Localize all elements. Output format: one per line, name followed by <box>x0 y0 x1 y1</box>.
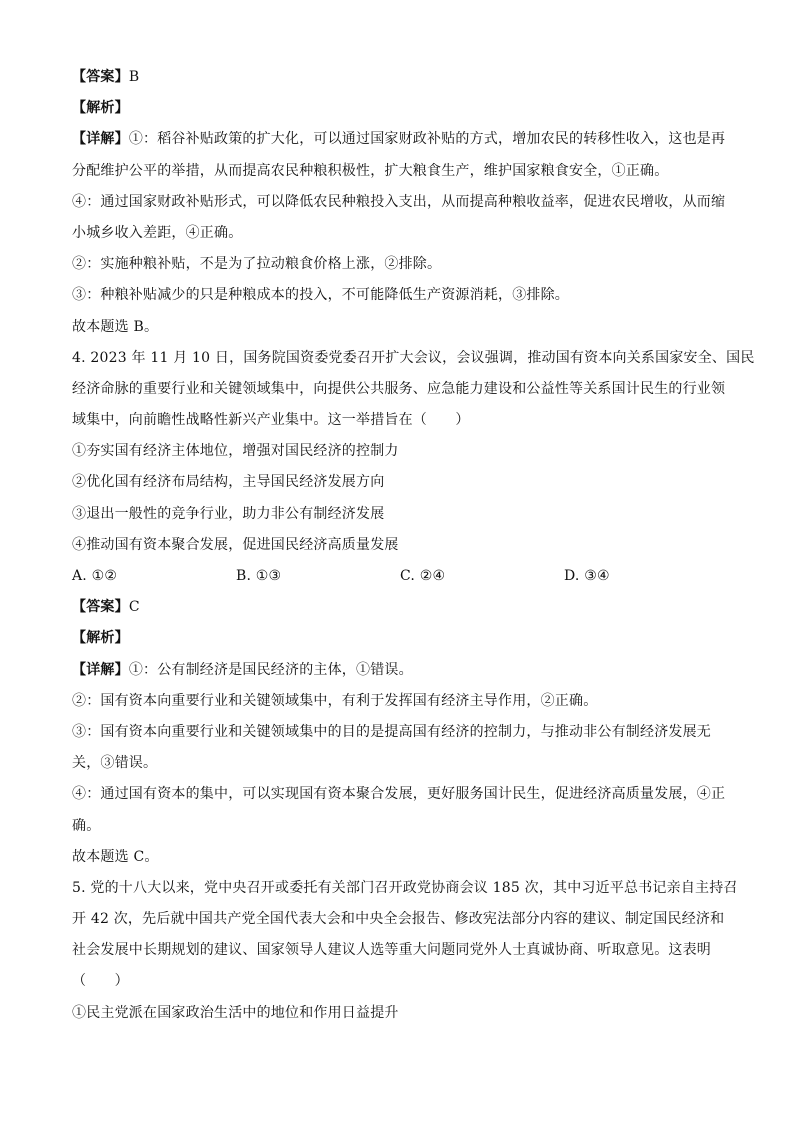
line-text: 关，③错误。 <box>72 755 158 772</box>
line-text: 确。 <box>72 817 101 834</box>
section-tag: 【详解】 <box>72 661 129 678</box>
text-line <box>72 436 732 467</box>
line-text: 开 42 次，先后就中国共产党全国代表大会和中央全会报告、修改宪法部分内容的建议、制定国民经济和 <box>72 911 725 928</box>
tagged-line <box>72 62 732 93</box>
text-line <box>72 966 732 997</box>
text-line <box>72 779 732 810</box>
text-line <box>72 873 738 904</box>
text-line <box>72 499 732 530</box>
text-line <box>72 717 732 748</box>
line-text: 4. 2023 年 11 月 10 日，国务院国资委党委召开扩大会议，会议强调，推动国有资本向关系国家安全、国民 <box>72 349 755 366</box>
text-line <box>72 312 732 343</box>
text-line <box>72 811 732 842</box>
line-text: C <box>128 599 140 616</box>
line-text: 故本题选 C。 <box>72 848 159 865</box>
line-text: ①民主党派在国家政治生活中的地位和作用日益提升 <box>72 1004 399 1021</box>
text-line <box>72 904 732 935</box>
line-text: 经济命脉的重要行业和关键领域集中，向提供公共服务、应急能力建设和公益性等关系国计民生的行业领 <box>72 380 726 397</box>
line-text: 社会发展中长期规划的建议、国家领导人建议人选等重大问题同党外人士真诚协商、听取意见。这表明 <box>72 942 711 959</box>
line-text: ②：实施种粮补贴，不是为了拉动粮食价格上涨，②排除。 <box>72 256 442 273</box>
tagged-line <box>72 93 732 124</box>
line-text: 小城乡收入差距，④正确。 <box>72 224 243 241</box>
line-text: ④推动国有资本聚合发展，促进国民经济高质量发展 <box>72 536 399 553</box>
text-line <box>72 156 732 187</box>
answer-option: C. ②④ <box>400 568 446 584</box>
line-text: 故本题选 B。 <box>72 318 159 335</box>
tagged-line <box>72 655 732 686</box>
section-tag: 【解析】 <box>72 100 129 117</box>
line-text: ③退出一般性的竞争行业，助力非公有制经济发展 <box>72 505 385 522</box>
text-line <box>72 218 732 249</box>
line-text: ③：国有资本向重要行业和关键领域集中的目的是提高国有经济的控制力，与推动非公有制经济发展无 <box>72 723 711 740</box>
answer-option: A. ①② <box>72 568 118 584</box>
text-line <box>72 405 732 436</box>
line-text: ④：通过国家财政补贴形式，可以降低农民种粮投入支出，从而提高种粮收益率，促进农民增收，从而缩 <box>72 193 726 210</box>
text-line <box>72 998 732 1029</box>
line-text: 域集中，向前瞻性战略性新兴产业集中。这一举措旨在（ ） <box>72 412 470 429</box>
text-line <box>72 842 732 873</box>
text-line <box>72 187 732 218</box>
line-text: ②：国有资本向重要行业和关键领域集中，有利于发挥国有经济主导作用，②正确。 <box>72 692 598 709</box>
line-text: ①：公有制经济是国民经济的主体，①错误。 <box>128 661 413 678</box>
section-tag: 【详解】 <box>72 131 129 148</box>
line-text: ②优化国有经济布局结构，主导国民经济发展方向 <box>72 474 385 491</box>
line-text: ③：种粮补贴减少的只是种粮成本的投入，不可能降低生产资源消耗，③排除。 <box>72 287 569 304</box>
text-line <box>72 748 732 779</box>
tagged-line <box>72 592 732 623</box>
line-text: ①：稻谷补贴政策的扩大化，可以通过国家财政补贴的方式，增加农民的转移性收入，这也是再 <box>128 131 726 148</box>
tagged-line <box>72 623 732 654</box>
text-line <box>72 530 732 561</box>
text-line <box>72 374 732 405</box>
text-line <box>72 935 732 966</box>
answer-option: B. ①③ <box>236 568 282 584</box>
section-tag: 【答案】 <box>72 599 129 616</box>
text-line <box>72 467 732 498</box>
text-line <box>72 249 732 280</box>
line-text: （ ） <box>72 973 129 990</box>
text-line <box>72 280 732 311</box>
text-line <box>72 686 732 717</box>
line-text: ①夯实国有经济主体地位，增强对国民经济的控制力 <box>72 443 399 460</box>
document-page <box>72 62 755 1029</box>
line-text: 分配维护公平的举措，从而提高农民种粮积极性，扩大粮食生产，维护国家粮食安全，①正确。 <box>72 162 669 179</box>
answer-options <box>72 561 732 592</box>
tagged-line <box>72 124 732 155</box>
line-text: ④：通过国有资本的集中，可以实现国有资本聚合发展，更好服务国计民生，促进经济高质量发展，④正 <box>72 786 726 803</box>
section-tag: 【解析】 <box>72 630 129 647</box>
section-tag: 【答案】 <box>72 69 129 85</box>
line-text: B <box>128 69 140 85</box>
answer-option: D. ③④ <box>564 568 610 584</box>
line-text: 5. 党的十八大以来，党中央召开或委托有关部门召开政党协商会议 185 次，其中习近平总书记亲自主持召 <box>72 879 738 896</box>
text-line <box>72 343 755 374</box>
